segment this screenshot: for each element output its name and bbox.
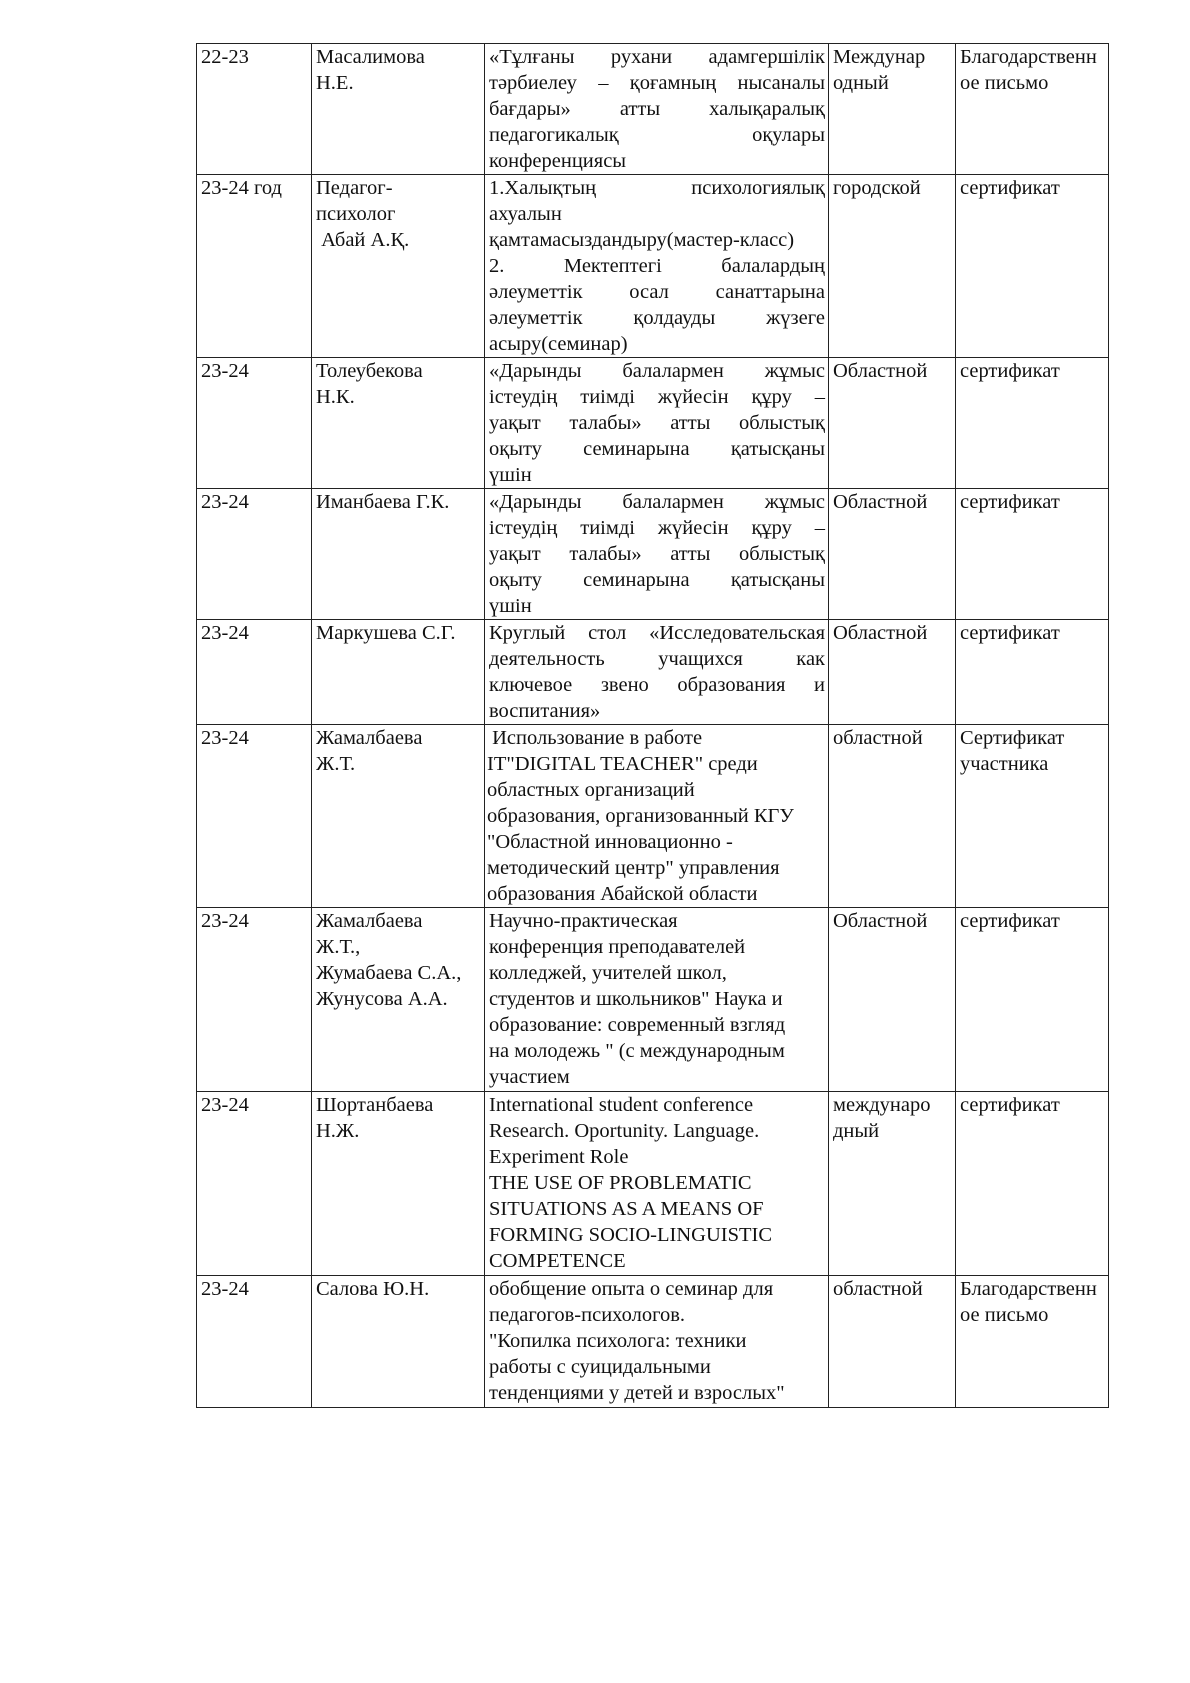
event-cell: 1.Халықтың психологиялық ахуалын қамтамасыздандыру(мастер-класс) 2. Мектептегі балалардың әлеуметтік осал санаттарына әлеуметтік қолдауды жүзеге асыру(семинар): [485, 175, 829, 358]
table-row: [197, 620, 1109, 725]
year-cell: 23-24: [197, 1092, 312, 1276]
event-cell: «Тұлғаны рухани адамгершілік тәрбиелеу – қоғамның нысаналы бағдары» атты халықаралық педагогикалық оқулары конференциясы: [485, 44, 829, 175]
participation-table: [196, 43, 1109, 1408]
level-cell: междунаро дный: [829, 1092, 956, 1276]
table-row: [197, 44, 1109, 175]
year-cell: 23-24: [197, 1276, 312, 1408]
table-row: [197, 908, 1109, 1092]
participant-cell: Иманбаева Г.К.: [312, 489, 485, 620]
level-cell: Областной: [829, 620, 956, 725]
result-cell: Сертификат участника: [956, 725, 1109, 908]
result-cell: Благодарственн ое письмо: [956, 44, 1109, 175]
event-cell: Использование в работе IT"DIGITAL TEACHER" среди областных организаций образования, организованный КГУ "Областной инновационно - методический центр" управления образования Абайской области: [485, 725, 829, 908]
participant-cell: Жамалбаева Ж.Т., Жумабаева С.А., Жунусова А.А.: [312, 908, 485, 1092]
level-cell: областной: [829, 725, 956, 908]
result-cell: сертификат: [956, 358, 1109, 489]
event-cell: Круглый стол «Исследовательская деятельность учащихся как ключевое звено образования и воспитания»: [485, 620, 829, 725]
participant-cell: Салова Ю.Н.: [312, 1276, 485, 1408]
document-page: [196, 43, 1108, 1408]
year-cell: 23-24: [197, 489, 312, 620]
result-cell: сертификат: [956, 908, 1109, 1092]
participant-cell: Шортанбаева Н.Ж.: [312, 1092, 485, 1276]
year-cell: 23-24: [197, 908, 312, 1092]
participant-cell: Масалимова Н.Е.: [312, 44, 485, 175]
event-cell: «Дарынды балалармен жұмыс істеудің тиімді жүйесін құру – уақыт талабы» атты облыстық оқыту семинарына қатысқаны үшін: [485, 489, 829, 620]
event-cell: International student conference Research. Oportunity. Language. Experiment Role THE USE OF PROBLEMATIC SITUATIONS AS A MEANS OF FORMING SOCIO-LINGUISTIC COMPETENCE: [485, 1092, 829, 1276]
level-cell: Областной: [829, 908, 956, 1092]
participant-cell: Педагог- психолог Абай А.Қ.: [312, 175, 485, 358]
table-row: [197, 1276, 1109, 1408]
result-cell: сертификат: [956, 620, 1109, 725]
result-cell: сертификат: [956, 175, 1109, 358]
level-cell: городской: [829, 175, 956, 358]
table-row: [197, 175, 1109, 358]
year-cell: 23-24: [197, 620, 312, 725]
level-cell: Междунар одный: [829, 44, 956, 175]
level-cell: Областной: [829, 489, 956, 620]
level-cell: областной: [829, 1276, 956, 1408]
table-row: [197, 1092, 1109, 1276]
table-row: [197, 489, 1109, 620]
participant-cell: Жамалбаева Ж.Т.: [312, 725, 485, 908]
participant-cell: Маркушева С.Г.: [312, 620, 485, 725]
result-cell: Благодарственн ое письмо: [956, 1276, 1109, 1408]
year-cell: 23-24: [197, 725, 312, 908]
participant-cell: Толеубекова Н.К.: [312, 358, 485, 489]
year-cell: 23-24: [197, 358, 312, 489]
result-cell: сертификат: [956, 489, 1109, 620]
table-row: [197, 725, 1109, 908]
year-cell: 23-24 год: [197, 175, 312, 358]
event-cell: Научно-практическая конференция преподавателей колледжей, учителей школ, студентов и школьников" Наука и образование: современный взгляд на молодежь " (с международным участием: [485, 908, 829, 1092]
result-cell: сертификат: [956, 1092, 1109, 1276]
level-cell: Областной: [829, 358, 956, 489]
table-row: [197, 358, 1109, 489]
year-cell: 22-23: [197, 44, 312, 175]
event-cell: обобщение опыта о семинар для педагогов-психологов. "Копилка психолога: техники работы с суицидальными тенденциями у детей и взрослых": [485, 1276, 829, 1408]
event-cell: «Дарынды балалармен жұмыс істеудің тиімді жүйесін құру – уақыт талабы» атты облыстық оқыту семинарына қатысқаны үшін: [485, 358, 829, 489]
